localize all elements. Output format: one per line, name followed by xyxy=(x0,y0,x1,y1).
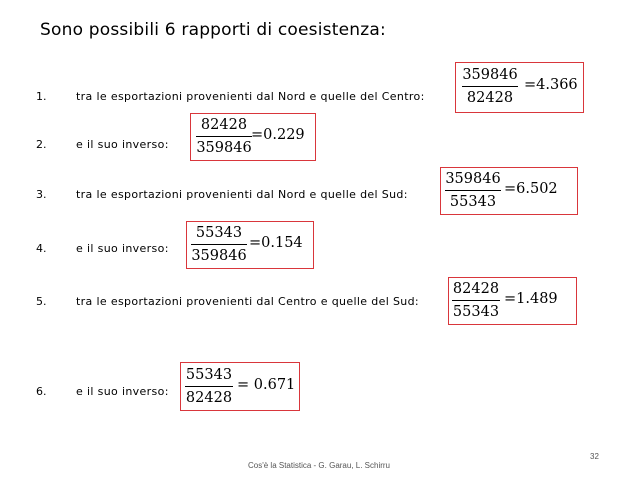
formula-box xyxy=(190,113,316,161)
fraction xyxy=(196,118,252,155)
item-number: 2. xyxy=(36,138,47,151)
fraction xyxy=(462,68,518,105)
formula-box xyxy=(440,167,578,215)
footer-credit: Cos'è la Statistica - G. Garau, L. Schirru xyxy=(247,461,391,470)
numerator: 55343 xyxy=(185,367,233,383)
item-number: 4. xyxy=(36,242,47,255)
formula-box xyxy=(448,277,577,325)
result: =6.502 xyxy=(504,181,558,197)
page-number: 32 xyxy=(590,452,599,461)
formula-box xyxy=(455,62,584,113)
item-text: e il suo inverso: xyxy=(76,242,169,255)
denominator: 55343 xyxy=(452,303,500,320)
result: =0.229 xyxy=(251,127,305,143)
denominator: 82428 xyxy=(466,89,514,106)
numerator: 359846 xyxy=(462,67,518,83)
item-number: 1. xyxy=(36,90,47,103)
item-number: 6. xyxy=(36,385,47,398)
slide-title: Sono possibili 6 rapporti di coesistenza: xyxy=(40,20,386,40)
fraction xyxy=(185,368,233,405)
result: =1.489 xyxy=(504,291,558,307)
formula-box xyxy=(180,362,300,411)
formula-box xyxy=(186,221,314,269)
result: =4.366 xyxy=(524,77,578,93)
item-text: tra le esportazioni provenienti dal Nord e quelle del Centro: xyxy=(76,90,425,103)
numerator: 359846 xyxy=(445,171,501,187)
item-text: tra le esportazioni provenienti dal Centro e quelle del Sud: xyxy=(76,295,419,308)
fraction xyxy=(445,172,501,209)
fraction xyxy=(452,282,500,319)
denominator: 55343 xyxy=(449,193,497,210)
item-number: 5. xyxy=(36,295,47,308)
item-text: e il suo inverso: xyxy=(76,138,169,151)
numerator: 55343 xyxy=(195,225,243,241)
item-text: e il suo inverso: xyxy=(76,385,169,398)
denominator: 359846 xyxy=(196,139,252,156)
result: =0.154 xyxy=(249,235,303,251)
item-text: tra le esportazioni provenienti dal Nord e quelle del Sud: xyxy=(76,188,408,201)
numerator: 82428 xyxy=(200,117,248,133)
item-number: 3. xyxy=(36,188,47,201)
denominator: 359846 xyxy=(191,247,247,264)
result: = 0.671 xyxy=(237,377,296,393)
fraction xyxy=(191,226,247,263)
denominator: 82428 xyxy=(185,389,233,406)
numerator: 82428 xyxy=(452,281,500,297)
